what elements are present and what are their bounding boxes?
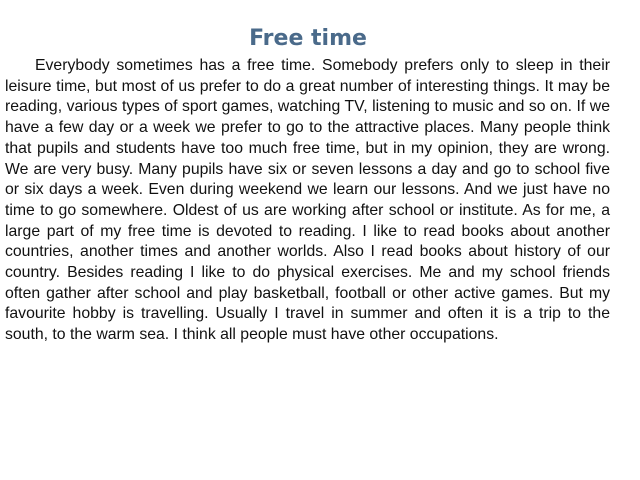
document-title: Free time xyxy=(249,26,367,51)
document-paragraph: Everybody sometimes has a free time. Somebody prefers only to sleep in their leisure time, but most of us prefer to do a great number of interesting things. It may be reading, various types of sport games, watching TV, listening to music and so on. If we have a few day or a week we prefer to go to the attractive places. Many people think that pupils and students have too much free time, but in my opinion, they are wrong. We are very busy. Many pupils have six or seven lessons a day and go to school five or six days a week. Even during weekend we learn our lessons. And we just have no time to go somewhere. Oldest of us are working after school or institute. As for me, a large part of my free time is devoted to reading. I like to read books about another countries, another times and another worlds. Also I read books about history of our country. Besides reading I like to do physical exercises. Me and my school friends often gather after school and play basketball, football or other active games. But my favourite hobby is travelling. Usually I travel in summer and often it is a trip to the south, to the warm sea. I think all people must have other occupations. xyxy=(5,57,610,344)
